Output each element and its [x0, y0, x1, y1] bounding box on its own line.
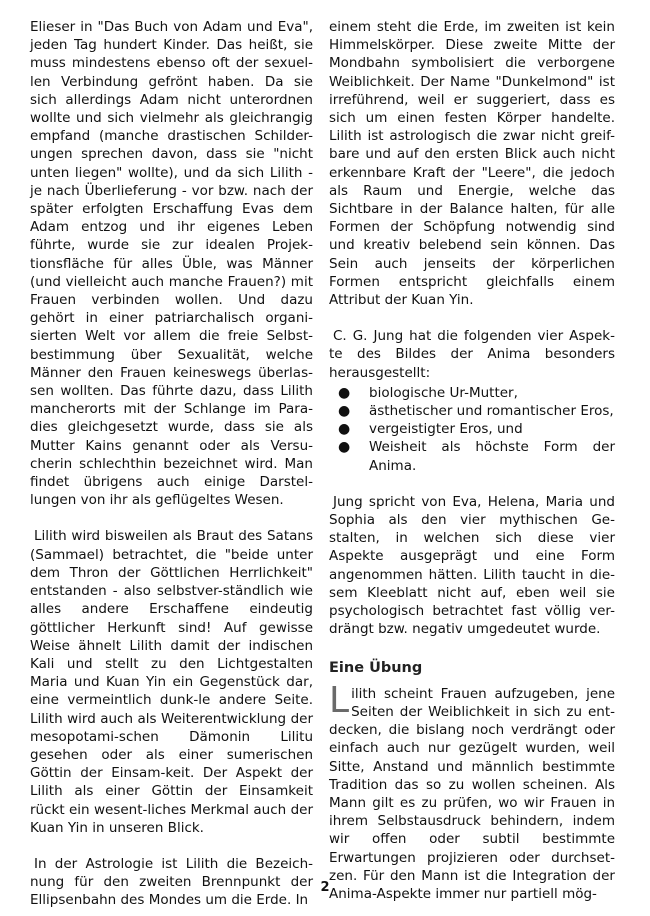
paragraph: ilith scheint Frauen aufzugeben, jene Seiten der Weiblichkeit in sich zu ent-decken, die bislang noch verdrängt oder einfach auch nur gezügelt wurden, weil Sitte, Anstand und männlich bestimmte Tradition das so zu wollen scheinen. Als Mann gilt es zu prüfen, wo wir Frauen in ihrem Selbstausdruck behindern, indem wir offen oder subtil bestimmte Erwartungen projizieren oder durchset-zen. Für den Mann ist die Integration der Anima-Aspekte immer nur partiell mög- — [329, 685, 615, 902]
list-item: ● ästhetischer und romantischer Eros, — [338, 403, 614, 420]
page-number: 2 — [320, 880, 330, 895]
left-column — [30, 18, 313, 910]
paragraph: einem steht die Erde, im zweiten ist kein Himmelskörper. Diese zweite Mitte der Mondbahn symbolisiert die verborgene Weiblichkeit. Der Name "Dunkelmond" ist irreführend, weil er suggeriert, dass es sich um einen festen Körper handelte. Lilith ist astrologisch die zwar nicht greif-bare und auf den ersten Blick auch nicht erkennbare Kraft der "Leere", die jedoch als Raum und Energie, welche das Sichtbare in der Balance halten, für alle Formen der Schöpfung notwendig sind und kreativ belebend sein können. Das Sein auch jenseits der körperlichen Formen entspricht gleichfalls einem Attribut der Kuan Yin. — [329, 19, 615, 309]
bullet-icon: ● — [338, 439, 351, 456]
list-item: ● vergeistigter Eros, und — [338, 421, 523, 438]
bullet-icon: ● — [338, 403, 351, 420]
anima-aspects-list — [329, 384, 615, 475]
drop-cap: L — [329, 679, 350, 721]
list-item: ● Weisheit als höchste Form der Anima. — [338, 439, 615, 474]
paragraph: Jung spricht von Eva, Helena, Maria und Sophia als den vier mythischen Ge-stalten, in welchen sich diese vier Aspekte ausgeprägt und eine Form angenommen hätten. Lilith taucht in die-sem Kleeblatt nicht auf, eben weil sie psychologisch betrachtet fast völlig ver-drängt bzw. negativ umgedeutet wurde. — [329, 493, 615, 638]
paragraph-with-dropcap — [329, 679, 615, 903]
right-column — [329, 18, 615, 903]
list-item: ● biologische Ur-Mutter, — [338, 384, 518, 401]
paragraph: Lilith wird bisweilen als Braut des Satans (Sammael) betrachtet, die "beide unter dem Thron der Göttlichen Herrlichkeit" entstanden - also selbstver-ständlich wie alles andere Erschaffene eindeutig göttlicher Herkunft sind! Auf gewisse Weise ähnelt Lilith damit der indischen Kali und stellt zu den Lichtgestalten Maria und Kuan Yin ein Gegenstück dar, eine vermeintlich dunk-le andere Seite. Lilith wird auch als Weiterentwicklung der mesopotami-schen Dämonin Lilitu gesehen oder als einer sumerischen Göttin der Einsam-keit. Der Aspekt der Lilith als einer Göttin der Einsamkeit rückt ein wesent-liches Merkmal auch der Kuan Yin in unseren Blick. — [30, 528, 313, 836]
section-heading: Eine Übung — [329, 659, 423, 676]
paragraph: C. G. Jung hat die folgenden vier Aspek-te des Bildes der Anima besonders herausgestellt: — [329, 328, 615, 381]
paragraph: Elieser in "Das Buch von Adam und Eva", jeden Tag hundert Kinder. Das heißt, sie muss mindestens ebenso oft der sexuel-len Verbindung gefrönt haben. Da sie sich allerdings Adam nicht unterordnen wollte und sich vielmehr als gleichrangig empfand (manche drastischen Schilder-ungen sprechen davon, dass sie "nicht unten liegen" wollte), und da sich Lilith - je nach Überlieferung - vor bzw. nach der später erfolgten Erschaffung Evas dem Adam entzog und ihr eigenes Leben führte, wurde sie zur idealen Projek-tionsfläche für alles Üble, was Männer (und vielleicht auch manche Frauen?) mit Frauen verbinden wollen. Und dazu gehört in einer patriarchalisch organi-sierten Welt vor allem die freie Selbst-bestimmung über Sexualität, welche Männer den Frauen keineswegs überlas-sen wollten. Das führte dazu, dass Lilith mancherorts mit der Schlange im Para-dies gleichgesetzt wurde, dass sie als Mutter Kains genannt oder als Versu-cherin schlechthin bezeichnet wird. Man findet übrigens auch einige Darstel-lungen von ihr als geflügeltes Wesen. — [30, 19, 313, 509]
bullet-icon: ● — [338, 384, 351, 401]
bullet-icon: ● — [338, 421, 351, 438]
paragraph: In der Astrologie ist Lilith die Bezeich-nung für den zweiten Brennpunkt der Ellipsenbahn des Mondes um die Erde. In — [30, 855, 313, 909]
